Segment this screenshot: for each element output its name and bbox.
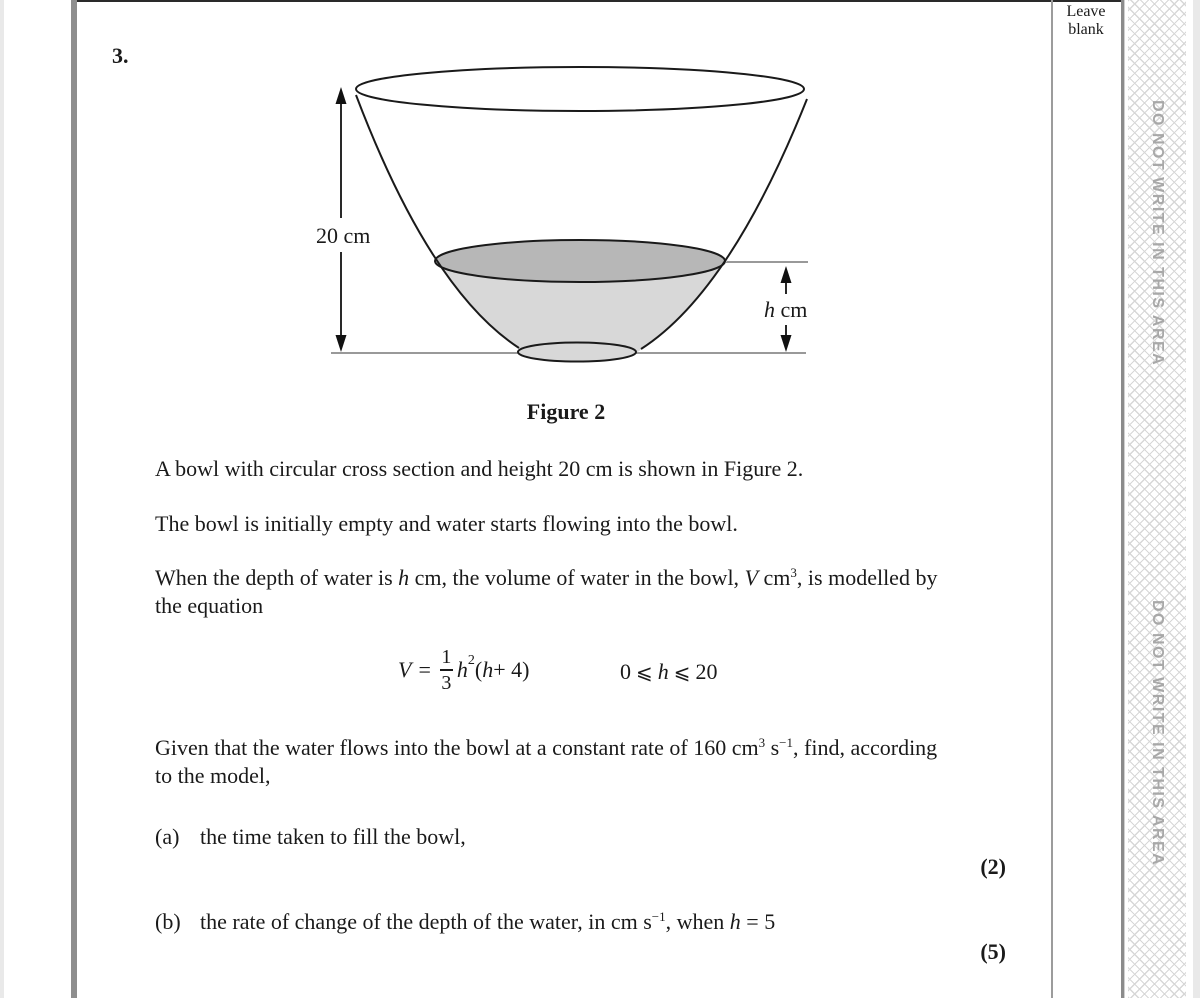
eq-exponent-2: 2 <box>467 653 475 668</box>
figure-caption: Figure 2 <box>526 399 606 424</box>
paragraph-3-line-2: the equation <box>155 593 264 618</box>
bowl-bottom-ellipse <box>518 343 636 362</box>
content-top-border <box>77 0 1121 2</box>
p4-s1: Given that the water flows into the bowl at a constant rate of 160 cm <box>155 735 759 760</box>
leave-blank-line1: Leave <box>1066 3 1106 20</box>
p4-sup-minus-1: −1 <box>779 735 794 750</box>
part-a-label: (a) <box>155 824 180 849</box>
domain-var-h: h <box>657 659 669 684</box>
p3-var-h: h <box>398 565 410 590</box>
part-a-marks: (2) <box>980 854 1006 879</box>
eq-fraction-one-third <box>440 647 453 693</box>
domain-20: 20 <box>695 659 718 684</box>
domain-0: 0 <box>620 659 631 684</box>
part-b-label: (b) <box>155 909 181 934</box>
eq-equals: = <box>418 657 431 682</box>
part-a-text: the time taken to fill the bowl, <box>200 824 466 849</box>
eq-var-V: V <box>398 657 412 682</box>
eq-fraction-numerator: 1 <box>441 646 452 668</box>
p3-s1: When the depth of water is <box>155 565 399 590</box>
domain-leq-1: ⩽ <box>636 660 653 684</box>
volume-equation <box>398 646 529 694</box>
part-b-sup-minus-1: −1 <box>651 909 666 924</box>
p4-s2: s <box>765 735 780 760</box>
part-b-s3: = 5 <box>740 909 776 934</box>
eq-var-h-squared: h <box>456 657 468 682</box>
do-not-write-watermark-top: DO NOT WRITE IN THIS AREA <box>1149 100 1166 367</box>
depth-arrowhead-up <box>781 266 792 283</box>
viewer-background-left <box>0 0 4 998</box>
p4-s3: , find, according <box>793 735 938 760</box>
eq-tail: + 4) <box>493 657 530 682</box>
page-edge-rule-highlight <box>1124 0 1125 998</box>
depth-label-var: h <box>764 297 775 322</box>
question-number: 3. <box>112 43 129 68</box>
paragraph-3-line-1 <box>155 565 937 593</box>
eq-fraction-denominator: 3 <box>441 672 452 694</box>
part-b-s1: the rate of change of the depth of the water, in cm s <box>200 909 652 934</box>
paragraph-2: The bowl is initially empty and water starts flowing into the bowl. <box>155 511 738 536</box>
p3-var-V: V <box>744 565 759 590</box>
p3-s4: , is modelled by <box>796 565 938 590</box>
paragraph-4-line-1 <box>155 735 937 763</box>
leave-blank-label <box>1053 3 1119 39</box>
leave-blank-column-rule <box>1051 0 1053 998</box>
paragraph-1: A bowl with circular cross section and height 20 cm is shown in Figure 2. <box>155 456 804 481</box>
p3-sup-3: 3 <box>790 565 797 580</box>
equation-domain <box>620 659 718 685</box>
bowl-figure <box>300 50 820 380</box>
page-spine-bar <box>71 0 77 998</box>
viewer-background-right <box>1193 0 1200 998</box>
eq-open-paren: ( <box>474 657 483 682</box>
do-not-write-watermark-bottom: DO NOT WRITE IN THIS AREA <box>1149 600 1166 867</box>
height-label: 20 cm <box>316 223 371 248</box>
domain-leq-2: ⩽ <box>673 660 691 684</box>
part-b-marks: (5) <box>980 939 1006 964</box>
eq-fraction-bar <box>440 669 453 671</box>
height-arrowhead-up <box>336 87 347 104</box>
height-arrowhead-down <box>336 335 347 352</box>
bowl-top-ellipse <box>356 67 804 111</box>
leave-blank-line2: blank <box>1068 21 1104 38</box>
depth-arrowhead-down <box>781 335 792 352</box>
eq-var-h-inner: h <box>482 657 494 682</box>
paragraph-4-line-2: to the model, <box>155 763 271 788</box>
part-b-row <box>155 909 775 937</box>
part-b-var-h: h <box>729 909 741 934</box>
part-a-row <box>155 824 466 849</box>
depth-label-unit: cm <box>775 297 808 322</box>
depth-label <box>764 297 807 322</box>
water-surface-ellipse <box>435 240 725 282</box>
p4-sup-3: 3 <box>758 735 766 750</box>
p3-s2: cm, the volume of water in the bowl, <box>409 565 745 590</box>
part-b-s2: , when <box>665 909 730 934</box>
p3-s3: cm <box>758 565 791 590</box>
